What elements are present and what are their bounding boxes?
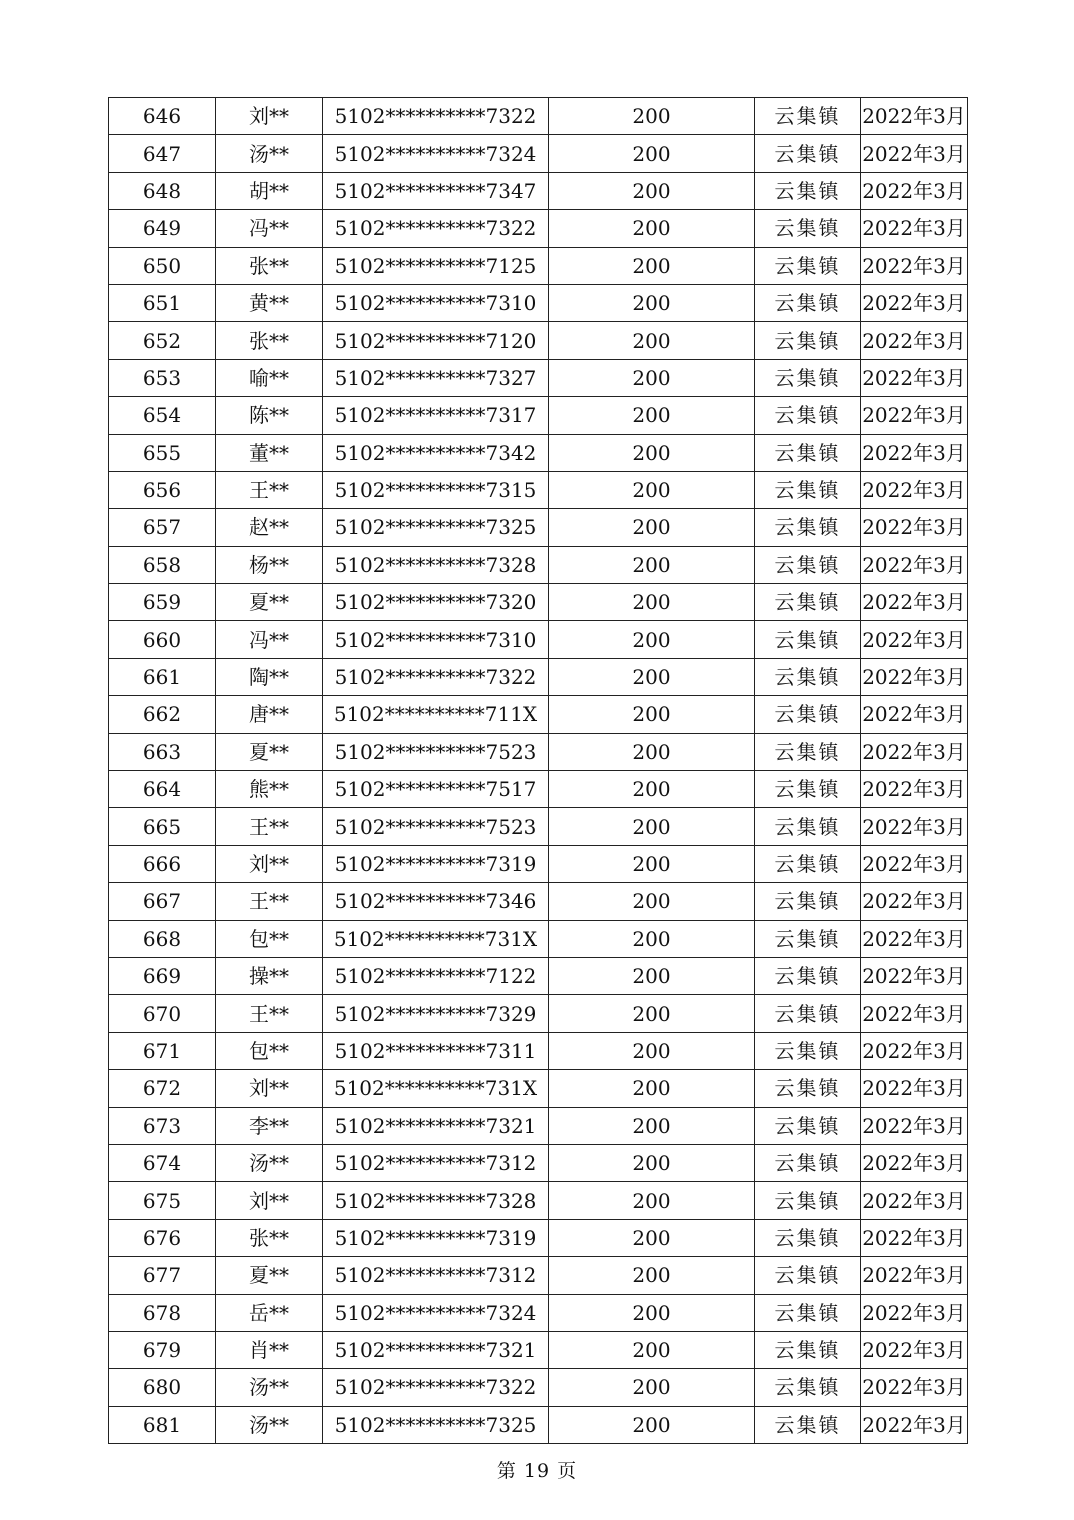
id-number-cell: 5102**********7346 [323, 883, 549, 920]
row-number-cell: 676 [109, 1219, 216, 1256]
name-cell: 汤** [216, 1406, 323, 1443]
table-row [109, 995, 968, 1032]
town-cell: 云集镇 [755, 1032, 861, 1069]
id-number-cell: 5102**********7324 [323, 135, 549, 172]
amount-cell: 200 [549, 1219, 755, 1256]
id-number-cell: 5102**********7325 [323, 509, 549, 546]
table-row [109, 1144, 968, 1181]
table-row [109, 733, 968, 770]
name-cell: 陶** [216, 658, 323, 695]
date-cell: 2022年3月 [861, 771, 968, 808]
name-cell: 冯** [216, 621, 323, 658]
town-cell: 云集镇 [755, 546, 861, 583]
id-number-cell: 5102**********7125 [323, 247, 549, 284]
date-cell: 2022年3月 [861, 1406, 968, 1443]
id-number-cell: 5102**********7347 [323, 172, 549, 209]
id-number-cell: 5102**********7321 [323, 1331, 549, 1368]
table-row [109, 135, 968, 172]
table-row [109, 845, 968, 882]
name-cell: 王** [216, 995, 323, 1032]
table-row [109, 658, 968, 695]
date-cell: 2022年3月 [861, 1032, 968, 1069]
name-cell: 肖** [216, 1331, 323, 1368]
name-cell: 张** [216, 322, 323, 359]
table-row [109, 1070, 968, 1107]
town-cell: 云集镇 [755, 621, 861, 658]
name-cell: 刘** [216, 98, 323, 135]
row-number-cell: 648 [109, 172, 216, 209]
amount-cell: 200 [549, 957, 755, 994]
id-number-cell: 5102**********7327 [323, 359, 549, 396]
id-number-cell: 5102**********7319 [323, 845, 549, 882]
date-cell: 2022年3月 [861, 808, 968, 845]
date-cell: 2022年3月 [861, 1107, 968, 1144]
date-cell: 2022年3月 [861, 957, 968, 994]
row-number-cell: 674 [109, 1144, 216, 1181]
town-cell: 云集镇 [755, 771, 861, 808]
table-row [109, 322, 968, 359]
date-cell: 2022年3月 [861, 584, 968, 621]
row-number-cell: 649 [109, 210, 216, 247]
name-cell: 包** [216, 920, 323, 957]
row-number-cell: 656 [109, 471, 216, 508]
town-cell: 云集镇 [755, 1331, 861, 1368]
date-cell: 2022年3月 [861, 98, 968, 135]
row-number-cell: 661 [109, 658, 216, 695]
name-cell: 喻** [216, 359, 323, 396]
row-number-cell: 659 [109, 584, 216, 621]
amount-cell: 200 [549, 434, 755, 471]
town-cell: 云集镇 [755, 359, 861, 396]
town-cell: 云集镇 [755, 509, 861, 546]
amount-cell: 200 [549, 546, 755, 583]
amount-cell: 200 [549, 845, 755, 882]
amount-cell: 200 [549, 1294, 755, 1331]
name-cell: 李** [216, 1107, 323, 1144]
name-cell: 刘** [216, 845, 323, 882]
id-number-cell: 5102**********7310 [323, 621, 549, 658]
id-number-cell: 5102**********7328 [323, 546, 549, 583]
date-cell: 2022年3月 [861, 1369, 968, 1406]
name-cell: 王** [216, 471, 323, 508]
date-cell: 2022年3月 [861, 397, 968, 434]
date-cell: 2022年3月 [861, 883, 968, 920]
row-number-cell: 666 [109, 845, 216, 882]
id-number-cell: 5102**********7322 [323, 210, 549, 247]
town-cell: 云集镇 [755, 1144, 861, 1181]
town-cell: 云集镇 [755, 733, 861, 770]
name-cell: 冯** [216, 210, 323, 247]
table-row [109, 621, 968, 658]
row-number-cell: 655 [109, 434, 216, 471]
records-table [108, 97, 968, 1444]
table-row [109, 1032, 968, 1069]
town-cell: 云集镇 [755, 584, 861, 621]
table-row [109, 771, 968, 808]
id-number-cell: 5102**********7322 [323, 98, 549, 135]
table-row [109, 1257, 968, 1294]
town-cell: 云集镇 [755, 883, 861, 920]
amount-cell: 200 [549, 1144, 755, 1181]
row-number-cell: 664 [109, 771, 216, 808]
row-number-cell: 678 [109, 1294, 216, 1331]
row-number-cell: 667 [109, 883, 216, 920]
table-row [109, 1331, 968, 1368]
date-cell: 2022年3月 [861, 471, 968, 508]
id-number-cell: 5102**********7342 [323, 434, 549, 471]
table-row [109, 696, 968, 733]
row-number-cell: 651 [109, 284, 216, 321]
name-cell: 董** [216, 434, 323, 471]
amount-cell: 200 [549, 1107, 755, 1144]
id-number-cell: 5102**********7315 [323, 471, 549, 508]
town-cell: 云集镇 [755, 1219, 861, 1256]
amount-cell: 200 [549, 995, 755, 1032]
amount-cell: 200 [549, 733, 755, 770]
amount-cell: 200 [549, 284, 755, 321]
name-cell: 陈** [216, 397, 323, 434]
row-number-cell: 652 [109, 322, 216, 359]
row-number-cell: 673 [109, 1107, 216, 1144]
id-number-cell: 5102**********7312 [323, 1257, 549, 1294]
row-number-cell: 658 [109, 546, 216, 583]
amount-cell: 200 [549, 210, 755, 247]
table-row [109, 1107, 968, 1144]
date-cell: 2022年3月 [861, 1182, 968, 1219]
date-cell: 2022年3月 [861, 210, 968, 247]
amount-cell: 200 [549, 658, 755, 695]
amount-cell: 200 [549, 1070, 755, 1107]
id-number-cell: 5102**********731X [323, 1070, 549, 1107]
row-number-cell: 654 [109, 397, 216, 434]
id-number-cell: 5102**********7320 [323, 584, 549, 621]
id-number-cell: 5102**********7120 [323, 322, 549, 359]
name-cell: 杨** [216, 546, 323, 583]
page-number: 第 19 页 [496, 1460, 578, 1482]
town-cell: 云集镇 [755, 1257, 861, 1294]
name-cell: 汤** [216, 1144, 323, 1181]
name-cell: 刘** [216, 1070, 323, 1107]
table-row [109, 920, 968, 957]
row-number-cell: 660 [109, 621, 216, 658]
town-cell: 云集镇 [755, 1294, 861, 1331]
table-row [109, 1219, 968, 1256]
name-cell: 岳** [216, 1294, 323, 1331]
id-number-cell: 5102**********7523 [323, 808, 549, 845]
id-number-cell: 5102**********7324 [323, 1294, 549, 1331]
row-number-cell: 670 [109, 995, 216, 1032]
town-cell: 云集镇 [755, 434, 861, 471]
date-cell: 2022年3月 [861, 845, 968, 882]
town-cell: 云集镇 [755, 1369, 861, 1406]
table-row [109, 1294, 968, 1331]
name-cell: 夏** [216, 1257, 323, 1294]
date-cell: 2022年3月 [861, 247, 968, 284]
amount-cell: 200 [549, 1406, 755, 1443]
id-number-cell: 5102**********7317 [323, 397, 549, 434]
date-cell: 2022年3月 [861, 509, 968, 546]
date-cell: 2022年3月 [861, 995, 968, 1032]
name-cell: 张** [216, 247, 323, 284]
table-row [109, 808, 968, 845]
id-number-cell: 5102**********7310 [323, 284, 549, 321]
amount-cell: 200 [549, 247, 755, 284]
date-cell: 2022年3月 [861, 1219, 968, 1256]
date-cell: 2022年3月 [861, 1257, 968, 1294]
date-cell: 2022年3月 [861, 284, 968, 321]
date-cell: 2022年3月 [861, 1070, 968, 1107]
name-cell: 汤** [216, 1369, 323, 1406]
amount-cell: 200 [549, 1257, 755, 1294]
table-row [109, 1406, 968, 1443]
town-cell: 云集镇 [755, 98, 861, 135]
amount-cell: 200 [549, 696, 755, 733]
town-cell: 云集镇 [755, 1182, 861, 1219]
name-cell: 黄** [216, 284, 323, 321]
row-number-cell: 680 [109, 1369, 216, 1406]
amount-cell: 200 [549, 322, 755, 359]
town-cell: 云集镇 [755, 247, 861, 284]
town-cell: 云集镇 [755, 397, 861, 434]
table-row [109, 546, 968, 583]
row-number-cell: 668 [109, 920, 216, 957]
amount-cell: 200 [549, 1032, 755, 1069]
table-row [109, 359, 968, 396]
date-cell: 2022年3月 [861, 658, 968, 695]
row-number-cell: 675 [109, 1182, 216, 1219]
date-cell: 2022年3月 [861, 172, 968, 209]
name-cell: 张** [216, 1219, 323, 1256]
date-cell: 2022年3月 [861, 1294, 968, 1331]
date-cell: 2022年3月 [861, 1144, 968, 1181]
name-cell: 唐** [216, 696, 323, 733]
id-number-cell: 5102**********7523 [323, 733, 549, 770]
row-number-cell: 671 [109, 1032, 216, 1069]
id-number-cell: 5102**********7517 [323, 771, 549, 808]
row-number-cell: 662 [109, 696, 216, 733]
town-cell: 云集镇 [755, 135, 861, 172]
name-cell: 操** [216, 957, 323, 994]
town-cell: 云集镇 [755, 920, 861, 957]
town-cell: 云集镇 [755, 1406, 861, 1443]
amount-cell: 200 [549, 771, 755, 808]
id-number-cell: 5102**********7329 [323, 995, 549, 1032]
amount-cell: 200 [549, 509, 755, 546]
id-number-cell: 5102**********7328 [323, 1182, 549, 1219]
date-cell: 2022年3月 [861, 733, 968, 770]
town-cell: 云集镇 [755, 471, 861, 508]
id-number-cell: 5102**********7322 [323, 658, 549, 695]
date-cell: 2022年3月 [861, 322, 968, 359]
town-cell: 云集镇 [755, 322, 861, 359]
name-cell: 包** [216, 1032, 323, 1069]
row-number-cell: 646 [109, 98, 216, 135]
name-cell: 王** [216, 883, 323, 920]
name-cell: 夏** [216, 584, 323, 621]
date-cell: 2022年3月 [861, 434, 968, 471]
table-row [109, 471, 968, 508]
date-cell: 2022年3月 [861, 546, 968, 583]
name-cell: 胡** [216, 172, 323, 209]
amount-cell: 200 [549, 397, 755, 434]
row-number-cell: 663 [109, 733, 216, 770]
table-row [109, 1369, 968, 1406]
row-number-cell: 657 [109, 509, 216, 546]
row-number-cell: 647 [109, 135, 216, 172]
row-number-cell: 650 [109, 247, 216, 284]
id-number-cell: 5102**********7312 [323, 1144, 549, 1181]
amount-cell: 200 [549, 808, 755, 845]
date-cell: 2022年3月 [861, 135, 968, 172]
date-cell: 2022年3月 [861, 920, 968, 957]
amount-cell: 200 [549, 1331, 755, 1368]
records-table-body [109, 98, 968, 1444]
town-cell: 云集镇 [755, 1070, 861, 1107]
town-cell: 云集镇 [755, 172, 861, 209]
amount-cell: 200 [549, 98, 755, 135]
table-row [109, 957, 968, 994]
amount-cell: 200 [549, 172, 755, 209]
amount-cell: 200 [549, 621, 755, 658]
name-cell: 汤** [216, 135, 323, 172]
table-row [109, 1182, 968, 1219]
row-number-cell: 665 [109, 808, 216, 845]
town-cell: 云集镇 [755, 210, 861, 247]
town-cell: 云集镇 [755, 808, 861, 845]
date-cell: 2022年3月 [861, 621, 968, 658]
row-number-cell: 679 [109, 1331, 216, 1368]
town-cell: 云集镇 [755, 1107, 861, 1144]
amount-cell: 200 [549, 135, 755, 172]
date-cell: 2022年3月 [861, 696, 968, 733]
date-cell: 2022年3月 [861, 359, 968, 396]
id-number-cell: 5102**********7321 [323, 1107, 549, 1144]
table-row [109, 247, 968, 284]
amount-cell: 200 [549, 1182, 755, 1219]
town-cell: 云集镇 [755, 995, 861, 1032]
id-number-cell: 5102**********731X [323, 920, 549, 957]
town-cell: 云集镇 [755, 658, 861, 695]
table-row [109, 210, 968, 247]
table-row [109, 434, 968, 471]
table-row [109, 172, 968, 209]
name-cell: 王** [216, 808, 323, 845]
row-number-cell: 677 [109, 1257, 216, 1294]
town-cell: 云集镇 [755, 957, 861, 994]
table-row [109, 509, 968, 546]
row-number-cell: 672 [109, 1070, 216, 1107]
name-cell: 夏** [216, 733, 323, 770]
id-number-cell: 5102**********7311 [323, 1032, 549, 1069]
town-cell: 云集镇 [755, 845, 861, 882]
id-number-cell: 5102**********7325 [323, 1406, 549, 1443]
id-number-cell: 5102**********7319 [323, 1219, 549, 1256]
amount-cell: 200 [549, 920, 755, 957]
town-cell: 云集镇 [755, 696, 861, 733]
table-row [109, 883, 968, 920]
amount-cell: 200 [549, 471, 755, 508]
town-cell: 云集镇 [755, 284, 861, 321]
name-cell: 刘** [216, 1182, 323, 1219]
amount-cell: 200 [549, 883, 755, 920]
id-number-cell: 5102**********7322 [323, 1369, 549, 1406]
table-row [109, 98, 968, 135]
table-row [109, 284, 968, 321]
name-cell: 赵** [216, 509, 323, 546]
name-cell: 熊** [216, 771, 323, 808]
date-cell: 2022年3月 [861, 1331, 968, 1368]
row-number-cell: 669 [109, 957, 216, 994]
row-number-cell: 653 [109, 359, 216, 396]
table-row [109, 397, 968, 434]
id-number-cell: 5102**********711X [323, 696, 549, 733]
table-row [109, 584, 968, 621]
amount-cell: 200 [549, 584, 755, 621]
id-number-cell: 5102**********7122 [323, 957, 549, 994]
amount-cell: 200 [549, 1369, 755, 1406]
row-number-cell: 681 [109, 1406, 216, 1443]
amount-cell: 200 [549, 359, 755, 396]
